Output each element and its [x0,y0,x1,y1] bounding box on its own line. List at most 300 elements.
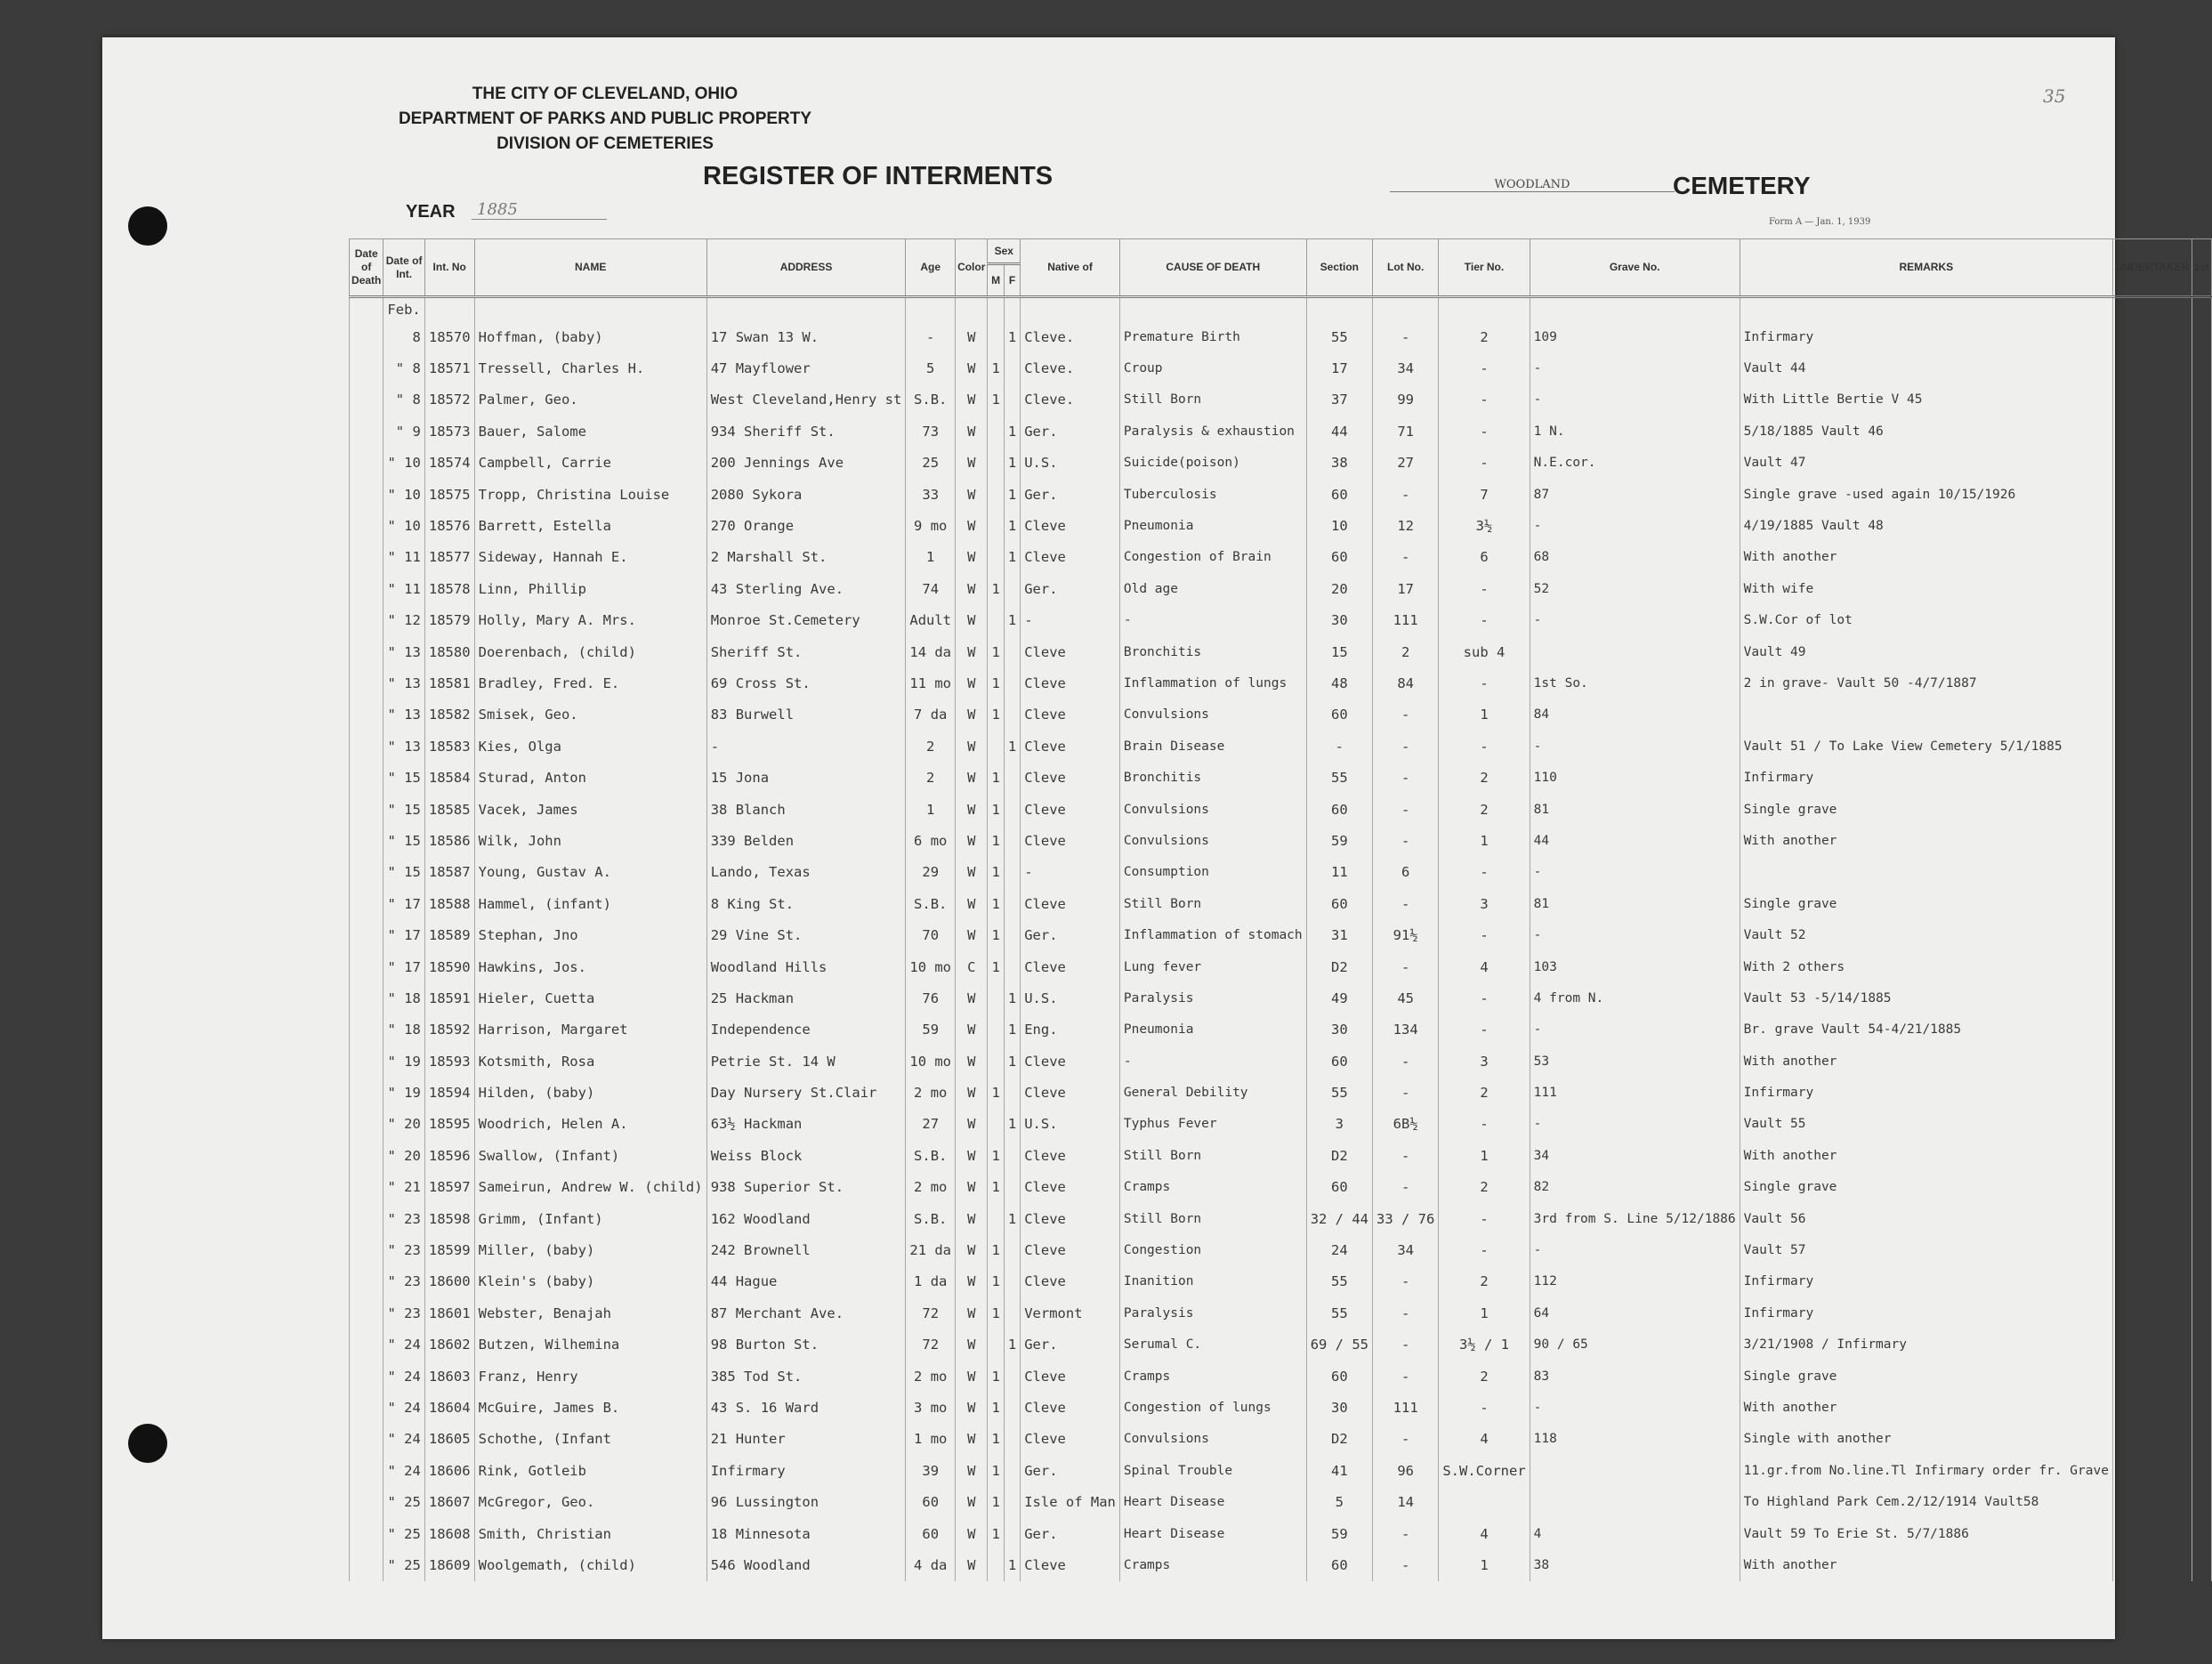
cell-name: Tressell, Charles H. [474,352,706,384]
cell-section: 5 [1306,1486,1372,1517]
cell-age: 21 da [906,1234,956,1265]
cell-address: 385 Tod St. [706,1361,906,1392]
cell-sex-m [988,510,1004,541]
cell-sex-f: 1 [1004,321,1020,352]
cell-grave-no: - [1530,1392,1740,1423]
cell-undertaker [2112,1203,2192,1234]
cell-address: 8 King St. [706,888,906,919]
cell-age: 5 [906,352,956,384]
cell-int-no: 18576 [424,510,474,541]
cell-address: 15 Jona [706,762,906,793]
cell-sex-f: 1 [1004,1329,1020,1361]
cell-color: W [956,1329,988,1361]
cell-lot-no: 45 [1373,982,1439,1014]
cell-lot-no: 111 [1373,1392,1439,1423]
cell-section: 3 [1306,1109,1372,1140]
cell-grave-no: 81 [1530,794,1740,825]
cell-date-of-int: " 13 [383,731,424,762]
cell-sex-m: 1 [988,762,1004,793]
cell-date-of-death [350,1297,383,1329]
division-title: DIVISION OF CEMETERIES [496,134,714,153]
cell-remarks: Vault 51 / To Lake View Cemetery 5/1/1885 [1740,731,2112,762]
cell-undertaker [2112,321,2192,352]
cell-remarks: Single grave [1740,1361,2112,1392]
cell-tier-no: - [1439,416,1530,447]
cell-remarks: Vault 47 [1740,448,2112,479]
binder-hole-top [128,206,167,246]
cell-date-of-death [350,1172,383,1203]
cell-cause-of-death: Cramps [1119,1549,1306,1580]
cell-undertaker [2112,1424,2192,1455]
cell-grave-no: - [1530,352,1740,384]
cell-undertaker [2112,1014,2192,1046]
cell-grave-no: - [1530,384,1740,416]
cell-lot-no: 91½ [1373,919,1439,950]
cell-tier-no: S.W.Corner [1439,1455,1530,1486]
cell-int-no: 18586 [424,825,474,856]
cell-sex-f [1004,951,1020,982]
cell-address: Petrie St. 14 W [706,1046,906,1077]
cell-date-of-death [350,667,383,699]
cemetery-name: WOODLAND [1390,178,1675,192]
cemetery-label: CEMETERY [1673,172,1811,199]
cell-name: Woodrich, Helen A. [474,1109,706,1140]
cell-lot-no: - [1373,825,1439,856]
cell-int-no: 18606 [424,1455,474,1486]
cell-date-of-int: " 13 [383,667,424,699]
cell-date-of-death [350,919,383,950]
cell-sex-m [988,731,1004,762]
cell-cause-of-death: Bronchitis [1119,762,1306,793]
year-value: 1885 [472,200,607,220]
cell-int-no: 18572 [424,384,474,416]
cell-undertaker [2112,731,2192,762]
cell-name: Franz, Henry [474,1361,706,1392]
month-row [350,297,2212,322]
cell-name: Hoffman, (baby) [474,321,706,352]
cell-date-of-death [350,1361,383,1392]
cell-date-of-death [350,416,383,447]
cell-lot-no: - [1373,1549,1439,1580]
year-label: YEAR [406,202,456,222]
table-row [350,384,2212,416]
cell-native-of: Ger. [1021,479,1120,510]
cell-date-of-int: " 23 [383,1266,424,1297]
cell-age: 6 mo [906,825,956,856]
cell-undertaker [2112,1077,2192,1108]
cell-remarks: With 2 others [1740,951,2112,982]
cell-age: 72 [906,1329,956,1361]
cell-date-of-int: " 17 [383,951,424,982]
cell-section: 55 [1306,762,1372,793]
cell-cause-of-death: Paralysis [1119,982,1306,1014]
cell-int-no: 18589 [424,919,474,950]
page-number: 35 [2043,85,2066,107]
cell-remarks: Infirmary [1740,762,2112,793]
cell-tier-no: 4 [1439,951,1530,982]
cell-sex-m: 1 [988,1361,1004,1392]
cell-age: S.B. [906,384,956,416]
cell-color: W [956,1046,988,1077]
cell-sex-m [988,479,1004,510]
cell-sex-f [1004,1486,1020,1517]
cell-date-of-int: " 11 [383,542,424,573]
cell-remarks: Single with another [1740,1424,2112,1455]
cell-color: W [956,448,988,479]
cell-age: 1 [906,794,956,825]
cell-undertaker [2112,1172,2192,1203]
cell-sex-m [988,448,1004,479]
col-remarks: REMARKS [1740,239,2112,297]
cell-date-of-death [350,479,383,510]
cell-undertaker [2112,825,2192,856]
cell-name: Miller, (baby) [474,1234,706,1265]
cell-extra [2192,1392,2211,1423]
cell-int-no: 18582 [424,699,474,731]
cell-lot-no: - [1373,731,1439,762]
cell-sex-f [1004,1172,1020,1203]
cell-extra [2192,542,2211,573]
cell-extra [2192,1329,2211,1361]
cell-extra [2192,731,2211,762]
cell-sex-m: 1 [988,951,1004,982]
cell-tier-no: - [1439,573,1530,604]
col-date-of-death: Date of Death [350,239,383,297]
cell-date-of-int: " 21 [383,1172,424,1203]
cell-native-of: Ger. [1021,919,1120,950]
cell-age: 72 [906,1297,956,1329]
cell-color: W [956,1014,988,1046]
cell-int-no: 18583 [424,731,474,762]
cell-native-of: Cleve [1021,1234,1120,1265]
cell-native-of: Cleve [1021,1172,1120,1203]
cell-date-of-death [350,636,383,667]
cell-tier-no: 7 [1439,479,1530,510]
cell-section: 30 [1306,1392,1372,1423]
cell-int-no: 18579 [424,605,474,636]
cell-name: Bauer, Salome [474,416,706,447]
cell-name: Hawkins, Jos. [474,951,706,982]
cell-sex-m: 1 [988,825,1004,856]
cell-extra [2192,321,2211,352]
cell-age: 1 da [906,1266,956,1297]
cell-section: 32 / 44 [1306,1203,1372,1234]
cell-int-no: 18601 [424,1297,474,1329]
cell-sex-f [1004,1455,1020,1486]
cell-cause-of-death: Inflammation of lungs [1119,667,1306,699]
cell-sex-f: 1 [1004,1014,1020,1046]
cell-tier-no: 2 [1439,1361,1530,1392]
cell-age: 2 mo [906,1077,956,1108]
cell-native-of: Ger. [1021,1518,1120,1549]
cell-cause-of-death: Convulsions [1119,1424,1306,1455]
cell-name: Smisek, Geo. [474,699,706,731]
cell-date-of-int: " 11 [383,573,424,604]
cell-sex-m: 1 [988,1266,1004,1297]
cell-name: Sideway, Hannah E. [474,542,706,573]
cell-remarks: Infirmary [1740,321,2112,352]
cell-native-of: Ger. [1021,573,1120,604]
cell-age: 3 mo [906,1392,956,1423]
cell-undertaker [2112,1266,2192,1297]
cell-date-of-death [350,1046,383,1077]
cell-sex-f: 1 [1004,731,1020,762]
cell-date-of-int: " 15 [383,825,424,856]
cell-remarks: Br. grave Vault 54-4/21/1885 [1740,1014,2112,1046]
cell-extra [2192,1266,2211,1297]
cell-grave-no: - [1530,605,1740,636]
cell-native-of: Cleve [1021,825,1120,856]
cell-remarks [1740,857,2112,888]
cell-native-of: Cleve [1021,1549,1120,1580]
cell-grave-no [1530,636,1740,667]
cell-extra [2192,1140,2211,1171]
cell-undertaker [2112,1234,2192,1265]
cell-grave-no: 53 [1530,1046,1740,1077]
cell-section: 11 [1306,857,1372,888]
cell-age: 1 mo [906,1424,956,1455]
cell-sex-m: 1 [988,1077,1004,1108]
cell-extra [2192,636,2211,667]
cell-color: W [956,1203,988,1234]
cell-undertaker [2112,1329,2192,1361]
cell-color: W [956,982,988,1014]
cell-name: McGuire, James B. [474,1392,706,1423]
cell-sex-f: 1 [1004,982,1020,1014]
cell-section: 59 [1306,825,1372,856]
cell-int-no: 18584 [424,762,474,793]
cell-sex-m: 1 [988,1234,1004,1265]
table-row [350,951,2212,982]
col-date-of-int: Date of Int. [383,239,424,297]
cell-sex-f [1004,1392,1020,1423]
cell-sex-m [988,1046,1004,1077]
cell-undertaker [2112,1109,2192,1140]
table-row [350,731,2212,762]
cell-sex-m [988,321,1004,352]
cell-int-no: 18588 [424,888,474,919]
cell-color: W [956,416,988,447]
cell-age: 14 da [906,636,956,667]
cell-tier-no: 1 [1439,1297,1530,1329]
cell-undertaker [2112,384,2192,416]
cell-cause-of-death: Paralysis [1119,1297,1306,1329]
cell-native-of: Cleve [1021,510,1120,541]
cell-address: 938 Superior St. [706,1172,906,1203]
cell-lot-no: 34 [1373,352,1439,384]
cell-color: W [956,542,988,573]
cell-native-of: Cleve. [1021,384,1120,416]
cell-remarks: Infirmary [1740,1266,2112,1297]
cell-color: W [956,1077,988,1108]
cell-date-of-death [350,888,383,919]
department-title: DEPARTMENT OF PARKS AND PUBLIC PROPERTY [398,109,812,128]
cell-date-of-int: " 20 [383,1109,424,1140]
cell-tier-no: 6 [1439,542,1530,573]
table-row [350,1234,2212,1265]
cell-extra [2192,794,2211,825]
cell-age: - [906,321,956,352]
cell-color: W [956,510,988,541]
cell-age: S.B. [906,888,956,919]
cell-tier-no: - [1439,1014,1530,1046]
table-row [350,416,2212,447]
form-note: Form A — Jan. 1, 1939 [1769,217,1871,227]
cell-color: W [956,919,988,950]
cell-date-of-death [350,573,383,604]
cell-native-of: U.S. [1021,1109,1120,1140]
cell-int-no: 18581 [424,667,474,699]
cell-lot-no: 111 [1373,605,1439,636]
cell-undertaker [2112,699,2192,731]
cell-grave-no: 110 [1530,762,1740,793]
cell-address: Sheriff St. [706,636,906,667]
cell-extra [2192,448,2211,479]
cell-lot-no: 71 [1373,416,1439,447]
cell-remarks: With another [1740,542,2112,573]
cell-lot-no: - [1373,1518,1439,1549]
cell-address: - [706,731,906,762]
cell-native-of: - [1021,857,1120,888]
cell-address: 270 Orange [706,510,906,541]
cell-age: 59 [906,1014,956,1046]
cell-grave-no: 83 [1530,1361,1740,1392]
cell-sex-m: 1 [988,1297,1004,1329]
cell-age: Adult [906,605,956,636]
cell-date-of-int: " 17 [383,919,424,950]
cell-tier-no: 1 [1439,699,1530,731]
cell-address: Infirmary [706,1455,906,1486]
cell-section: 60 [1306,542,1372,573]
cell-extra [2192,479,2211,510]
cell-extra [2192,857,2211,888]
cell-section: 24 [1306,1234,1372,1265]
cell-age: 2 mo [906,1361,956,1392]
cell-address: Independence [706,1014,906,1046]
cell-date-of-int: " 19 [383,1046,424,1077]
cell-sex-m: 1 [988,384,1004,416]
cell-extra [2192,1014,2211,1046]
cell-section: 20 [1306,573,1372,604]
cell-sex-m: 1 [988,636,1004,667]
cell-sex-f [1004,384,1020,416]
city-title: THE CITY OF CLEVELAND, OHIO [472,85,739,103]
cell-sex-m: 1 [988,1424,1004,1455]
cell-section: 60 [1306,888,1372,919]
cell-sex-m: 1 [988,1140,1004,1171]
cell-tier-no: 1 [1439,1140,1530,1171]
cell-extra [2192,1455,2211,1486]
table-row [350,479,2212,510]
cell-lot-no: 96 [1373,1455,1439,1486]
cell-undertaker [2112,1046,2192,1077]
table-row [350,1046,2212,1077]
cell-extra [2192,1518,2211,1549]
cell-age: 70 [906,919,956,950]
cell-color: W [956,1140,988,1171]
cell-tier-no: 2 [1439,321,1530,352]
cell-section: - [1306,731,1372,762]
cell-date-of-int: 8 [383,321,424,352]
cell-age: S.B. [906,1203,956,1234]
table-row [350,510,2212,541]
cell-remarks: With another [1740,1392,2112,1423]
cell-lot-no: 34 [1373,1234,1439,1265]
cell-lot-no: - [1373,1297,1439,1329]
cell-extra [2192,762,2211,793]
cell-int-no: 18607 [424,1486,474,1517]
cell-cause-of-death: Typhus Fever [1119,1109,1306,1140]
cell-int-no: 18591 [424,982,474,1014]
cell-color: W [956,384,988,416]
cell-section: 59 [1306,1518,1372,1549]
table-row [350,888,2212,919]
cell-int-no: 18580 [424,636,474,667]
cell-address: 87 Merchant Ave. [706,1297,906,1329]
cell-lot-no: 6B½ [1373,1109,1439,1140]
table-row [350,982,2212,1014]
cell-sex-f [1004,636,1020,667]
cell-age: 11 mo [906,667,956,699]
cell-sex-f: 1 [1004,1203,1020,1234]
table-row [350,1518,2212,1549]
cell-name: Kotsmith, Rosa [474,1046,706,1077]
cell-grave-no: 1 N. [1530,416,1740,447]
cell-remarks: Infirmary [1740,1297,2112,1329]
cell-tier-no: 3½ [1439,510,1530,541]
cell-color: C [956,951,988,982]
cell-cause-of-death: Cramps [1119,1172,1306,1203]
cell-color: W [956,1109,988,1140]
cell-grave-no [1530,1455,1740,1486]
cell-section: D2 [1306,951,1372,982]
cell-native-of: Cleve. [1021,352,1120,384]
table-row [350,352,2212,384]
cell-date-of-death [350,352,383,384]
cell-date-of-int: " 25 [383,1518,424,1549]
cell-sex-f [1004,1297,1020,1329]
cell-sex-f [1004,1424,1020,1455]
cell-date-of-int: " 15 [383,857,424,888]
cell-lot-no: 17 [1373,573,1439,604]
cell-undertaker [2112,951,2192,982]
cell-grave-no: - [1530,1109,1740,1140]
cell-grave-no: - [1530,1234,1740,1265]
cell-remarks: Vault 59 To Erie St. 5/7/1886 [1740,1518,2112,1549]
cell-native-of: Cleve [1021,1046,1120,1077]
table-row [350,448,2212,479]
cell-section: 38 [1306,448,1372,479]
col-name: NAME [474,239,706,297]
binder-hole-bottom [128,1424,167,1463]
cell-section: 37 [1306,384,1372,416]
cell-date-of-int: " 20 [383,1140,424,1171]
cell-extra [2192,667,2211,699]
cell-date-of-int: " 25 [383,1486,424,1517]
cell-sex-m [988,1014,1004,1046]
cell-int-no: 18594 [424,1077,474,1108]
cell-int-no: 18590 [424,951,474,982]
cell-name: Linn, Phillip [474,573,706,604]
cell-undertaker [2112,542,2192,573]
cell-date-of-death [350,384,383,416]
cell-section: 60 [1306,699,1372,731]
cell-cause-of-death: Still Born [1119,1203,1306,1234]
cell-cause-of-death: Consumption [1119,857,1306,888]
cell-address: Lando, Texas [706,857,906,888]
cell-name: Woolgemath, (child) [474,1549,706,1580]
cell-date-of-int: " 24 [383,1361,424,1392]
